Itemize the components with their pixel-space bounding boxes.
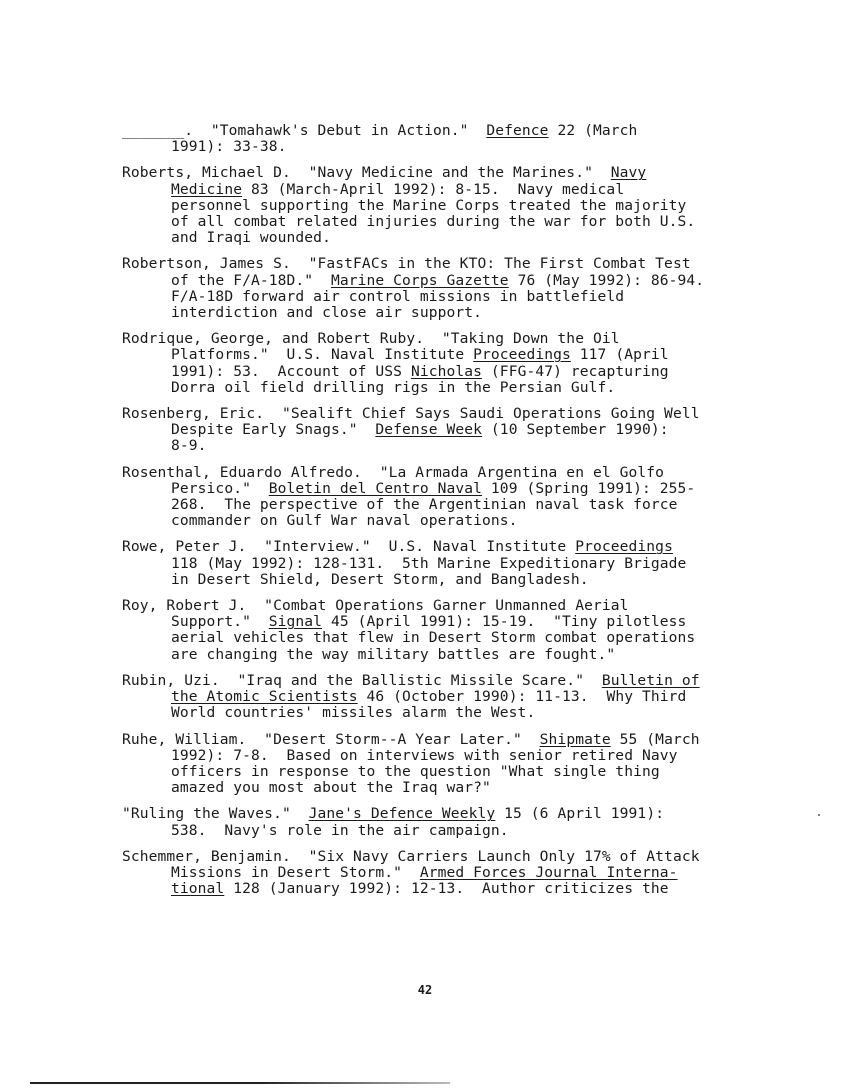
entry-text: 128 (January 1992): 12-13. Author criticizes the [224, 880, 669, 898]
bibliography-entry [122, 165, 802, 246]
entry-text: Rowe, Peter J. "Interview." U.S. Naval Institute [122, 538, 576, 556]
entry-text: 109 (Spring 1991): 255- 268. The perspective of the Argentinian naval task force commander on Gulf War naval operations. [171, 479, 696, 530]
underlined-title: Marine Corps Gazette [330, 271, 509, 289]
entry-text: 22 (March 1991): 33-38. [171, 122, 638, 156]
bibliography-entry [122, 539, 802, 588]
entry-text: Ruhe, William. "Desert Storm--A Year Later." [122, 730, 540, 748]
underlined-title: Defense Week [375, 421, 483, 439]
bibliography-entry [122, 123, 802, 155]
entry-text: (FFG-47) recapturing Dorra oil field drilling rigs in the Persian Gulf. [171, 362, 669, 396]
entry-text: Roberts, Michael D. "Navy Medicine and the Marines." [122, 164, 611, 182]
bibliography-entry [122, 465, 802, 530]
underlined-title: Armed Forces Journal Interna- tional [171, 863, 678, 898]
entry-text: 46 (October 1990): 11-13. Why Third World countries' missiles alarm the West. [171, 688, 687, 722]
bibliography-entry [122, 331, 802, 396]
bibliography-entry [122, 849, 802, 898]
entry-text: Schemmer, Benjamin. "Six Navy Carriers Launch Only 17% of Attack Missions in Desert Storm." [122, 847, 700, 881]
entry-text: Rubin, Uzi. "Iraq and the Ballistic Missile Scare." [122, 671, 602, 689]
entry-text: Rosenthal, Eduardo Alfredo. "La Armada Argentina en el Golfo Persico." [122, 463, 665, 497]
bibliography-entry [122, 406, 802, 455]
underlined-title: Navy Medicine [171, 164, 647, 198]
bibliography-entry [122, 806, 802, 838]
underlined-title: Defence [486, 122, 549, 139]
underlined-title: Nicholas [410, 362, 483, 380]
underlined-title: Shipmate [539, 730, 611, 748]
bibliography-entry [122, 673, 802, 722]
entry-text: 117 (April 1991): 53. Account of USS [171, 346, 669, 380]
entry-text: 76 (May 1992): 86-94. F/A-18D forward air control missions in battlefield interdiction and close air support. [171, 271, 705, 322]
underlined-title: Boletin del Centro Naval [268, 479, 483, 497]
entry-text: Robertson, James S. "FastFACs in the KTO: The First Combat Test of the F/A-18D." [122, 255, 691, 289]
entry-text: (10 September 1990): 8-9. [171, 421, 669, 455]
entry-text: 118 (May 1992): 128-131. 5th Marine Expeditionary Brigade in Desert Shield, Desert Storm, and Bangladesh. [171, 554, 687, 588]
page-number: 42 [417, 983, 433, 997]
entry-text: 45 (April 1991): 15-19. "Tiny pilotless aerial vehicles that flew in Desert Storm combat operations are changing the way military battles are fought." [171, 613, 696, 663]
underlined-title: Proceedings [473, 346, 571, 364]
entry-text: Rosenberg, Eric. "Sealift Chief Says Saudi Operations Going Well Despite Early Snags." [122, 405, 700, 439]
bibliography-entry [122, 732, 802, 797]
entry-text: 15 (6 April 1991): 538. Navy's role in the air campaign. [171, 805, 665, 839]
bibliography-entry [122, 256, 802, 321]
underlined-title: Signal [268, 613, 323, 631]
underlined-title: Proceedings [575, 538, 673, 556]
entry-text: 55 (March 1992): 7-8. Based on interviews with senior retired Navy officers in response to the question "What single thing amazed you most about the Iraq war?" [171, 730, 700, 797]
scan-edge-line [30, 1082, 450, 1084]
entry-text: 83 (March-April 1992): 8-15. Navy medical personnel supporting the Marine Corps treated the majority of all combat related injuries during the war for both U.S. and Iraqi wounded. [171, 180, 696, 247]
entry-text: Rodrique, George, and Robert Ruby. "Taking Down the Oil Platforms." U.S. Naval Institute [122, 330, 620, 364]
entry-text: "Ruling the Waves." [122, 805, 309, 823]
underlined-title: Bulletin of the Atomic Scientists [171, 671, 700, 706]
bibliography-list [122, 123, 802, 907]
bibliography-entry [122, 598, 802, 663]
entry-text: Roy, Robert J. "Combat Operations Garner Unmanned Aerial Support." [122, 597, 629, 631]
underlined-title: Jane's Defence Weekly [308, 805, 496, 823]
scan-speck [818, 814, 820, 816]
entry-text: _______. "Tomahawk's Debut in Action." [122, 122, 487, 139]
